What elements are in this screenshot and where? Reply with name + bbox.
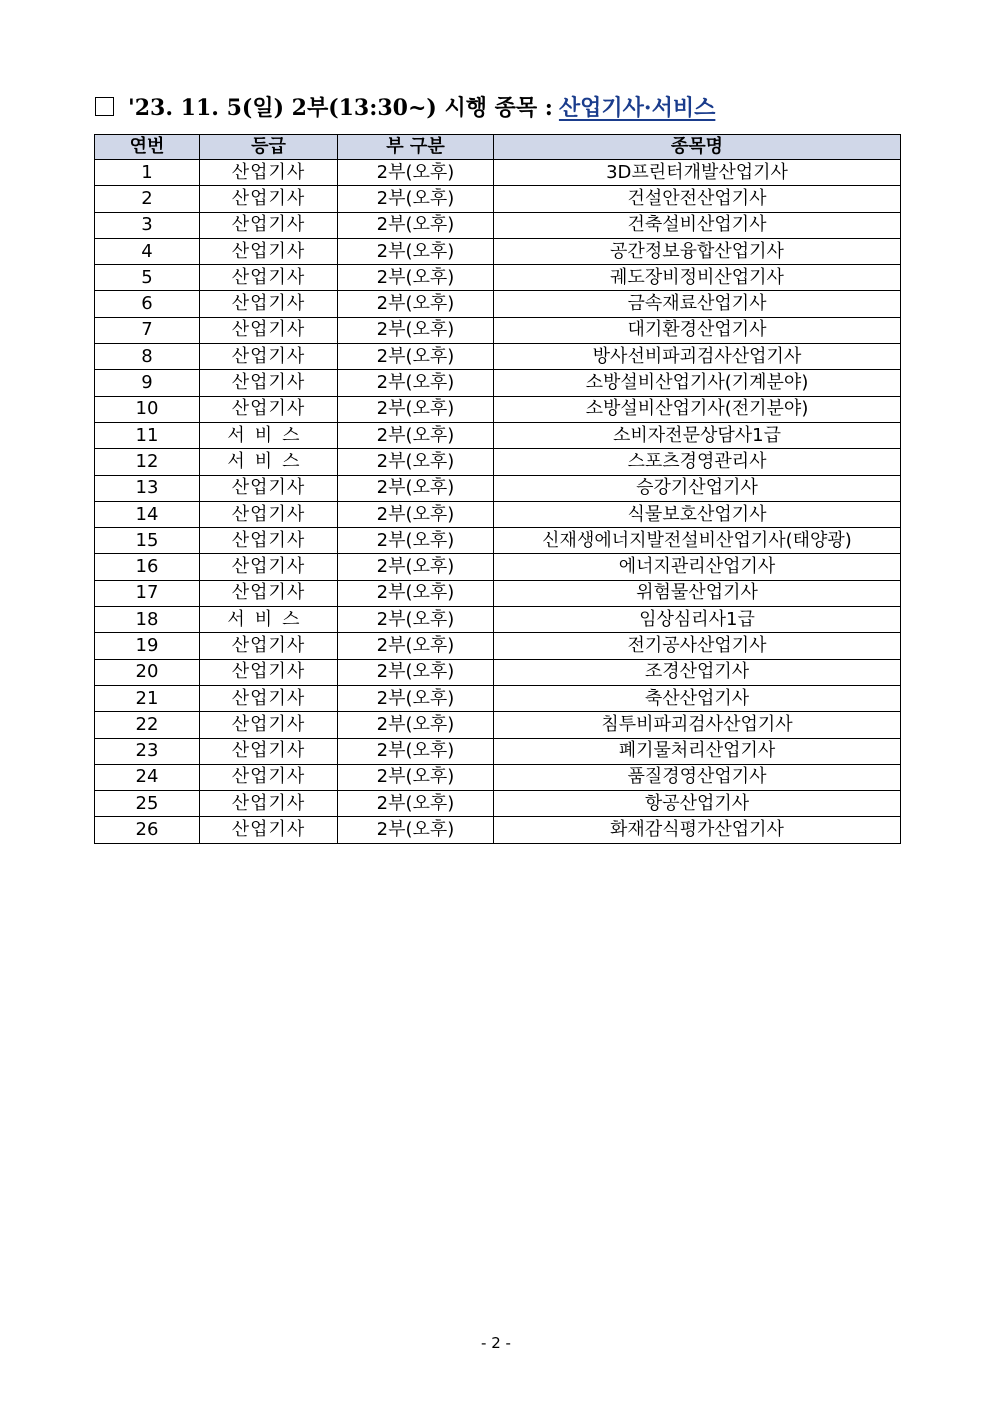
column-header-grade: 등급 <box>200 135 338 160</box>
cell-session: 2부(오후) <box>338 265 494 291</box>
table-row <box>95 212 901 238</box>
exam-items-table <box>94 134 901 844</box>
cell-session: 2부(오후) <box>338 370 494 396</box>
cell-grade: 산업기사 <box>200 186 338 212</box>
cell-session: 2부(오후) <box>338 712 494 738</box>
cell-session: 2부(오후) <box>338 160 494 186</box>
cell-grade: 산업기사 <box>200 554 338 580</box>
table-row <box>95 370 901 396</box>
cell-grade: 산업기사 <box>200 685 338 711</box>
cell-session: 2부(오후) <box>338 685 494 711</box>
cell-name: 3D프린터개발산업기사 <box>494 160 901 186</box>
cell-grade: 산업기사 <box>200 817 338 843</box>
table-row <box>95 160 901 186</box>
cell-no: 5 <box>95 265 200 291</box>
cell-grade: 산업기사 <box>200 370 338 396</box>
cell-session: 2부(오후) <box>338 817 494 843</box>
table-row <box>95 238 901 264</box>
table-row <box>95 422 901 448</box>
cell-no: 19 <box>95 633 200 659</box>
cell-session: 2부(오후) <box>338 212 494 238</box>
cell-no: 21 <box>95 685 200 711</box>
cell-name: 화재감식평가산업기사 <box>494 817 901 843</box>
cell-no: 11 <box>95 422 200 448</box>
cell-grade: 산업기사 <box>200 633 338 659</box>
cell-grade: 산업기사 <box>200 738 338 764</box>
column-header-no: 연번 <box>95 135 200 160</box>
cell-session: 2부(오후) <box>338 475 494 501</box>
cell-grade: 산업기사 <box>200 764 338 790</box>
table-row <box>95 396 901 422</box>
cell-session: 2부(오후) <box>338 291 494 317</box>
cell-session: 2부(오후) <box>338 317 494 343</box>
cell-grade: 서비스 <box>200 449 338 475</box>
cell-grade: 서비스 <box>200 422 338 448</box>
table-row <box>95 817 901 843</box>
cell-no: 7 <box>95 317 200 343</box>
cell-grade: 산업기사 <box>200 160 338 186</box>
cell-grade: 서비스 <box>200 607 338 633</box>
table-row <box>95 738 901 764</box>
cell-name: 폐기물처리산업기사 <box>494 738 901 764</box>
cell-session: 2부(오후) <box>338 607 494 633</box>
cell-grade: 산업기사 <box>200 238 338 264</box>
table-header-row <box>95 135 901 160</box>
table-row <box>95 580 901 606</box>
cell-session: 2부(오후) <box>338 764 494 790</box>
checkbox-icon <box>95 97 114 116</box>
cell-session: 2부(오후) <box>338 449 494 475</box>
cell-name: 소방설비산업기사(기계분야) <box>494 370 901 396</box>
page-number: - 2 - <box>481 1334 511 1352</box>
table-row <box>95 659 901 685</box>
cell-no: 20 <box>95 659 200 685</box>
cell-grade: 산업기사 <box>200 317 338 343</box>
cell-no: 8 <box>95 344 200 370</box>
cell-session: 2부(오후) <box>338 344 494 370</box>
cell-no: 16 <box>95 554 200 580</box>
cell-no: 10 <box>95 396 200 422</box>
cell-no: 17 <box>95 580 200 606</box>
cell-grade: 산업기사 <box>200 475 338 501</box>
cell-no: 6 <box>95 291 200 317</box>
heading-date-session: '23. 11. 5(일) 2부(13:30~) 시행 종목 : <box>128 94 553 121</box>
cell-no: 24 <box>95 764 200 790</box>
table-row <box>95 317 901 343</box>
cell-session: 2부(오후) <box>338 580 494 606</box>
cell-no: 12 <box>95 449 200 475</box>
table-row <box>95 685 901 711</box>
cell-no: 2 <box>95 186 200 212</box>
cell-no: 22 <box>95 712 200 738</box>
cell-no: 13 <box>95 475 200 501</box>
cell-name: 건축설비산업기사 <box>494 212 901 238</box>
cell-name: 소방설비산업기사(전기분야) <box>494 396 901 422</box>
table-row <box>95 528 901 554</box>
cell-name: 공간정보융합산업기사 <box>494 238 901 264</box>
cell-session: 2부(오후) <box>338 554 494 580</box>
table-row <box>95 449 901 475</box>
cell-no: 23 <box>95 738 200 764</box>
cell-name: 식물보호산업기사 <box>494 501 901 527</box>
cell-name: 임상심리사1급 <box>494 607 901 633</box>
cell-no: 3 <box>95 212 200 238</box>
cell-session: 2부(오후) <box>338 633 494 659</box>
cell-session: 2부(오후) <box>338 238 494 264</box>
cell-session: 2부(오후) <box>338 791 494 817</box>
column-header-name: 종목명 <box>494 135 901 160</box>
cell-no: 26 <box>95 817 200 843</box>
cell-grade: 산업기사 <box>200 212 338 238</box>
cell-no: 1 <box>95 160 200 186</box>
cell-session: 2부(오후) <box>338 422 494 448</box>
cell-name: 궤도장비정비산업기사 <box>494 265 901 291</box>
cell-session: 2부(오후) <box>338 396 494 422</box>
table-row <box>95 475 901 501</box>
cell-name: 위험물산업기사 <box>494 580 901 606</box>
table-row <box>95 633 901 659</box>
cell-name: 금속재료산업기사 <box>494 291 901 317</box>
cell-name: 방사선비파괴검사산업기사 <box>494 344 901 370</box>
cell-session: 2부(오후) <box>338 501 494 527</box>
cell-session: 2부(오후) <box>338 186 494 212</box>
cell-name: 품질경영산업기사 <box>494 764 901 790</box>
cell-no: 15 <box>95 528 200 554</box>
cell-grade: 산업기사 <box>200 396 338 422</box>
table-row <box>95 712 901 738</box>
cell-name: 승강기산업기사 <box>494 475 901 501</box>
cell-grade: 산업기사 <box>200 791 338 817</box>
cell-grade: 산업기사 <box>200 501 338 527</box>
table-row <box>95 265 901 291</box>
cell-session: 2부(오후) <box>338 528 494 554</box>
cell-name: 건설안전산업기사 <box>494 186 901 212</box>
cell-name: 소비자전문상담사1급 <box>494 422 901 448</box>
heading-categories: 산업기사·서비스 <box>558 94 716 121</box>
cell-name: 전기공사산업기사 <box>494 633 901 659</box>
cell-grade: 산업기사 <box>200 291 338 317</box>
cell-grade: 산업기사 <box>200 659 338 685</box>
cell-grade: 산업기사 <box>200 712 338 738</box>
cell-name: 축산산업기사 <box>494 685 901 711</box>
cell-name: 조경산업기사 <box>494 659 901 685</box>
table-row <box>95 344 901 370</box>
cell-no: 14 <box>95 501 200 527</box>
cell-grade: 산업기사 <box>200 528 338 554</box>
cell-name: 항공산업기사 <box>494 791 901 817</box>
cell-grade: 산업기사 <box>200 344 338 370</box>
column-header-session: 부 구분 <box>338 135 494 160</box>
cell-name: 에너지관리산업기사 <box>494 554 901 580</box>
cell-grade: 산업기사 <box>200 580 338 606</box>
cell-name: 스포츠경영관리사 <box>494 449 901 475</box>
cell-name: 대기환경산업기사 <box>494 317 901 343</box>
cell-no: 18 <box>95 607 200 633</box>
cell-session: 2부(오후) <box>338 659 494 685</box>
table-row <box>95 554 901 580</box>
cell-grade: 산업기사 <box>200 265 338 291</box>
table-row <box>95 501 901 527</box>
table-row <box>95 186 901 212</box>
table-row <box>95 291 901 317</box>
table-row <box>95 764 901 790</box>
table-row <box>95 791 901 817</box>
cell-no: 9 <box>95 370 200 396</box>
cell-name: 신재생에너지발전설비산업기사(태양광) <box>494 528 901 554</box>
section-heading <box>95 88 895 124</box>
table-row <box>95 607 901 633</box>
cell-no: 4 <box>95 238 200 264</box>
cell-name: 침투비파괴검사산업기사 <box>494 712 901 738</box>
cell-no: 25 <box>95 791 200 817</box>
cell-session: 2부(오후) <box>338 738 494 764</box>
